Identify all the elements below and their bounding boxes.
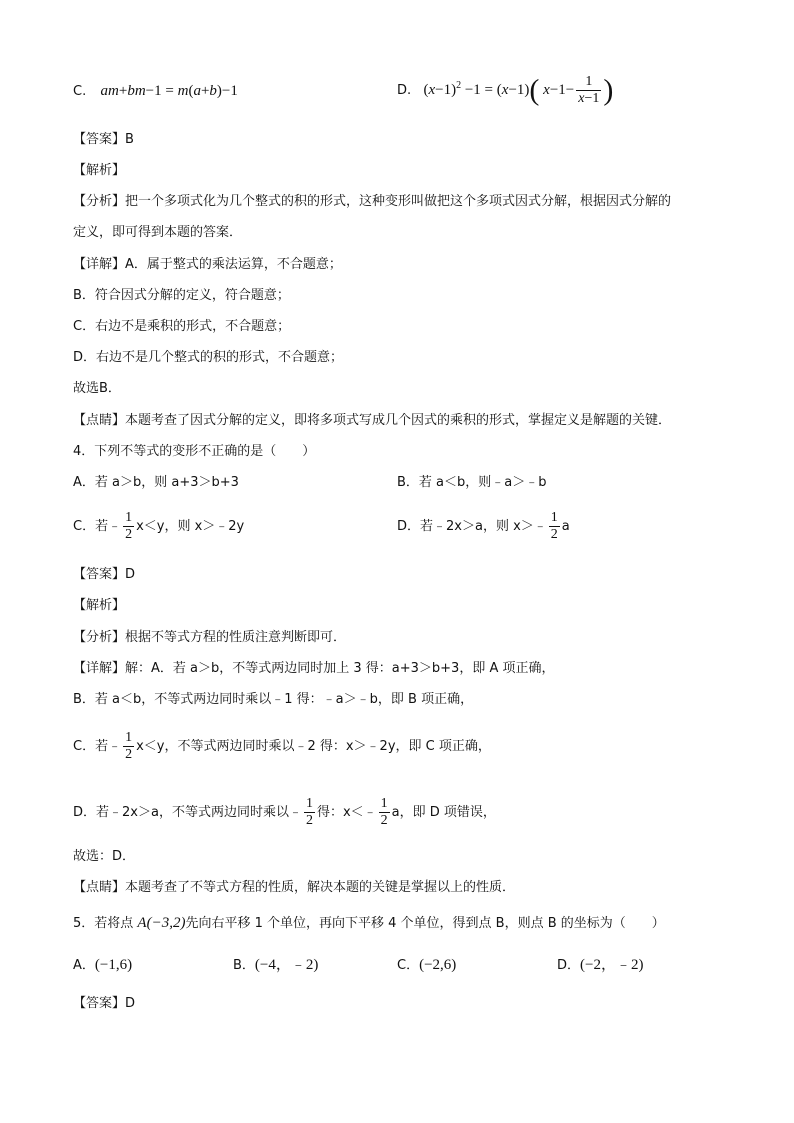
q4-xj3-pre: C．若﹣ bbox=[73, 739, 122, 754]
q5-option-c-value: (−2,6) bbox=[419, 957, 457, 973]
q5-option-b-value: (−4，﹣2) bbox=[254, 957, 319, 973]
q4-xj4-pre: D．若﹣2x＞a，不等式两边同时乘以﹣ bbox=[73, 805, 302, 820]
q4-option-c-post: x＜y，则 x＞﹣2y bbox=[136, 519, 245, 534]
q3-xiangjie-d: D．右边不是几个整式的积的形式，不合题意； bbox=[73, 350, 344, 365]
fraction-denominator: 2 bbox=[380, 813, 388, 828]
q5-option-d-value: (−2，﹣2) bbox=[580, 957, 644, 973]
fraction-denominator: 2 bbox=[125, 747, 133, 762]
q3-xiangjie-b: B．符合因式分解的定义，符合题意； bbox=[73, 288, 290, 303]
q5-option-c-label: C． bbox=[397, 958, 420, 973]
q4-option-d-pre: D．若﹣2x＞a，则 x＞﹣ bbox=[397, 519, 547, 534]
q4-option-c-pre: C．若﹣ bbox=[73, 519, 122, 534]
q5-option-d-label: D． bbox=[557, 958, 581, 973]
q5-point: A(−3,2) bbox=[137, 915, 186, 931]
q4-xj4-post: a，即 D 项错误， bbox=[391, 805, 496, 820]
q5-option-a-value: (−1,6) bbox=[94, 957, 133, 973]
q3-option-c-label: C. bbox=[73, 84, 87, 99]
q4-xiangjie-line1: 【详解】解：A．若 a＞b，不等式两边同时加上 3 得：a+3＞b+3，即 A 项正确， bbox=[73, 661, 555, 676]
q4-analysis-tag: 【解析】 bbox=[73, 598, 126, 613]
q3-option-d-label: D. bbox=[397, 82, 412, 98]
q4-option-d-fraction bbox=[549, 510, 560, 543]
q5-option-c bbox=[397, 955, 456, 976]
q3-option-d bbox=[397, 74, 613, 107]
q3-option-c-formula: am+bm−1 = m(a+b)−1 bbox=[100, 83, 238, 99]
q3-xiangjie-c: C．右边不是乘积的形式，不合题意； bbox=[73, 319, 291, 334]
q4-option-a: A．若 a＞b，则 a+3＞b+3 bbox=[73, 475, 239, 490]
q4-option-b: B．若 a＜b，则﹣a＞﹣b bbox=[397, 475, 547, 490]
q4-xiangjie-line2: B．若 a＜b，不等式两边同时乘以﹣1 得：﹣a＞﹣b，即 B 项正确， bbox=[73, 692, 474, 707]
q4-option-d bbox=[397, 510, 570, 543]
q5-stem-pre: 5．若将点 bbox=[73, 916, 134, 931]
q3-answer-tag: 【答案】 bbox=[73, 132, 126, 147]
q3-xiangjie-a: 【详解】A．属于整式的乘法运算，不合题意； bbox=[73, 257, 342, 272]
q5-option-b-label: B． bbox=[233, 958, 255, 973]
q3-option-c bbox=[73, 81, 238, 102]
q4-option-c-fraction bbox=[123, 510, 134, 543]
q4-xj4-fraction-2 bbox=[379, 796, 390, 829]
q4-dianjing: 【点睛】本题考查了不等式方程的性质，解决本题的关键是掌握以上的性质． bbox=[73, 880, 516, 895]
q4-answer-value: D bbox=[125, 567, 136, 582]
fraction-denominator: 2 bbox=[305, 813, 313, 828]
q4-option-d-post: a bbox=[561, 519, 570, 534]
q4-xiangjie-line4 bbox=[73, 796, 496, 829]
q3-answer bbox=[73, 130, 134, 150]
q4-answer-tag: 【答案】 bbox=[73, 567, 126, 582]
q3-fenxi-line1: 【分析】把一个多项式化为几个整式的积的形式，这种变形叫做把这个多项式因式分解，根据因式分解的 bbox=[73, 194, 672, 209]
q4-xj4-mid: 得：x＜﹣ bbox=[316, 805, 377, 820]
fraction-numerator: 1 bbox=[125, 730, 133, 745]
fraction-denominator: 2 bbox=[550, 527, 558, 542]
q5-option-a-label: A． bbox=[73, 958, 95, 973]
q4-option-c bbox=[73, 510, 244, 543]
q5-answer-tag: 【答案】 bbox=[73, 996, 126, 1011]
q3-analysis-tag: 【解析】 bbox=[73, 163, 126, 178]
q3-choose: 故选B． bbox=[73, 381, 121, 396]
fraction-numerator: 1 bbox=[550, 510, 558, 525]
q4-xj4-fraction-1 bbox=[304, 796, 315, 829]
q5-stem-post: 先向右平移 1 个单位，再向下平移 4 个单位，得到点 B，则点 B 的坐标为（ ） bbox=[185, 916, 665, 931]
q4-stem: 4．下列不等式的变形不正确的是（ ） bbox=[73, 444, 316, 459]
q4-xj3-post: x＜y，不等式两边同时乘以﹣2 得：x＞﹣2y，即 C 项正确， bbox=[136, 739, 491, 754]
q3-option-d-formula: $(x-1)^2 -1 = (x-1)$( x−1− $\frac{1}{x-1}$ ) bbox=[423, 73, 614, 107]
fraction-denominator: 2 bbox=[125, 527, 133, 542]
q4-xj3-fraction bbox=[123, 730, 134, 763]
q4-fenxi: 【分析】根据不等式方程的性质注意判断即可． bbox=[73, 630, 347, 645]
q5-option-a bbox=[73, 955, 132, 976]
fraction-numerator: 1 bbox=[305, 796, 313, 811]
q5-answer-value: D bbox=[125, 996, 136, 1011]
fraction-numerator: 1 bbox=[380, 796, 388, 811]
fraction-numerator: 1 bbox=[125, 510, 133, 525]
q5-option-d bbox=[557, 955, 643, 976]
q5-stem bbox=[73, 913, 665, 934]
q4-choose: 故选：D． bbox=[73, 849, 136, 864]
q4-answer bbox=[73, 565, 135, 585]
q3-answer-value: B bbox=[125, 132, 134, 147]
q3-dianjing: 【点睛】本题考查了因式分解的定义，即将多项式写成几个因式的乘积的形式，掌握定义是解题的关键． bbox=[73, 413, 672, 428]
q3-fenxi-line2: 定义，即可得到本题的答案． bbox=[73, 225, 243, 240]
q5-answer bbox=[73, 994, 135, 1014]
q4-xiangjie-line3 bbox=[73, 730, 491, 763]
q5-option-b bbox=[233, 955, 318, 976]
